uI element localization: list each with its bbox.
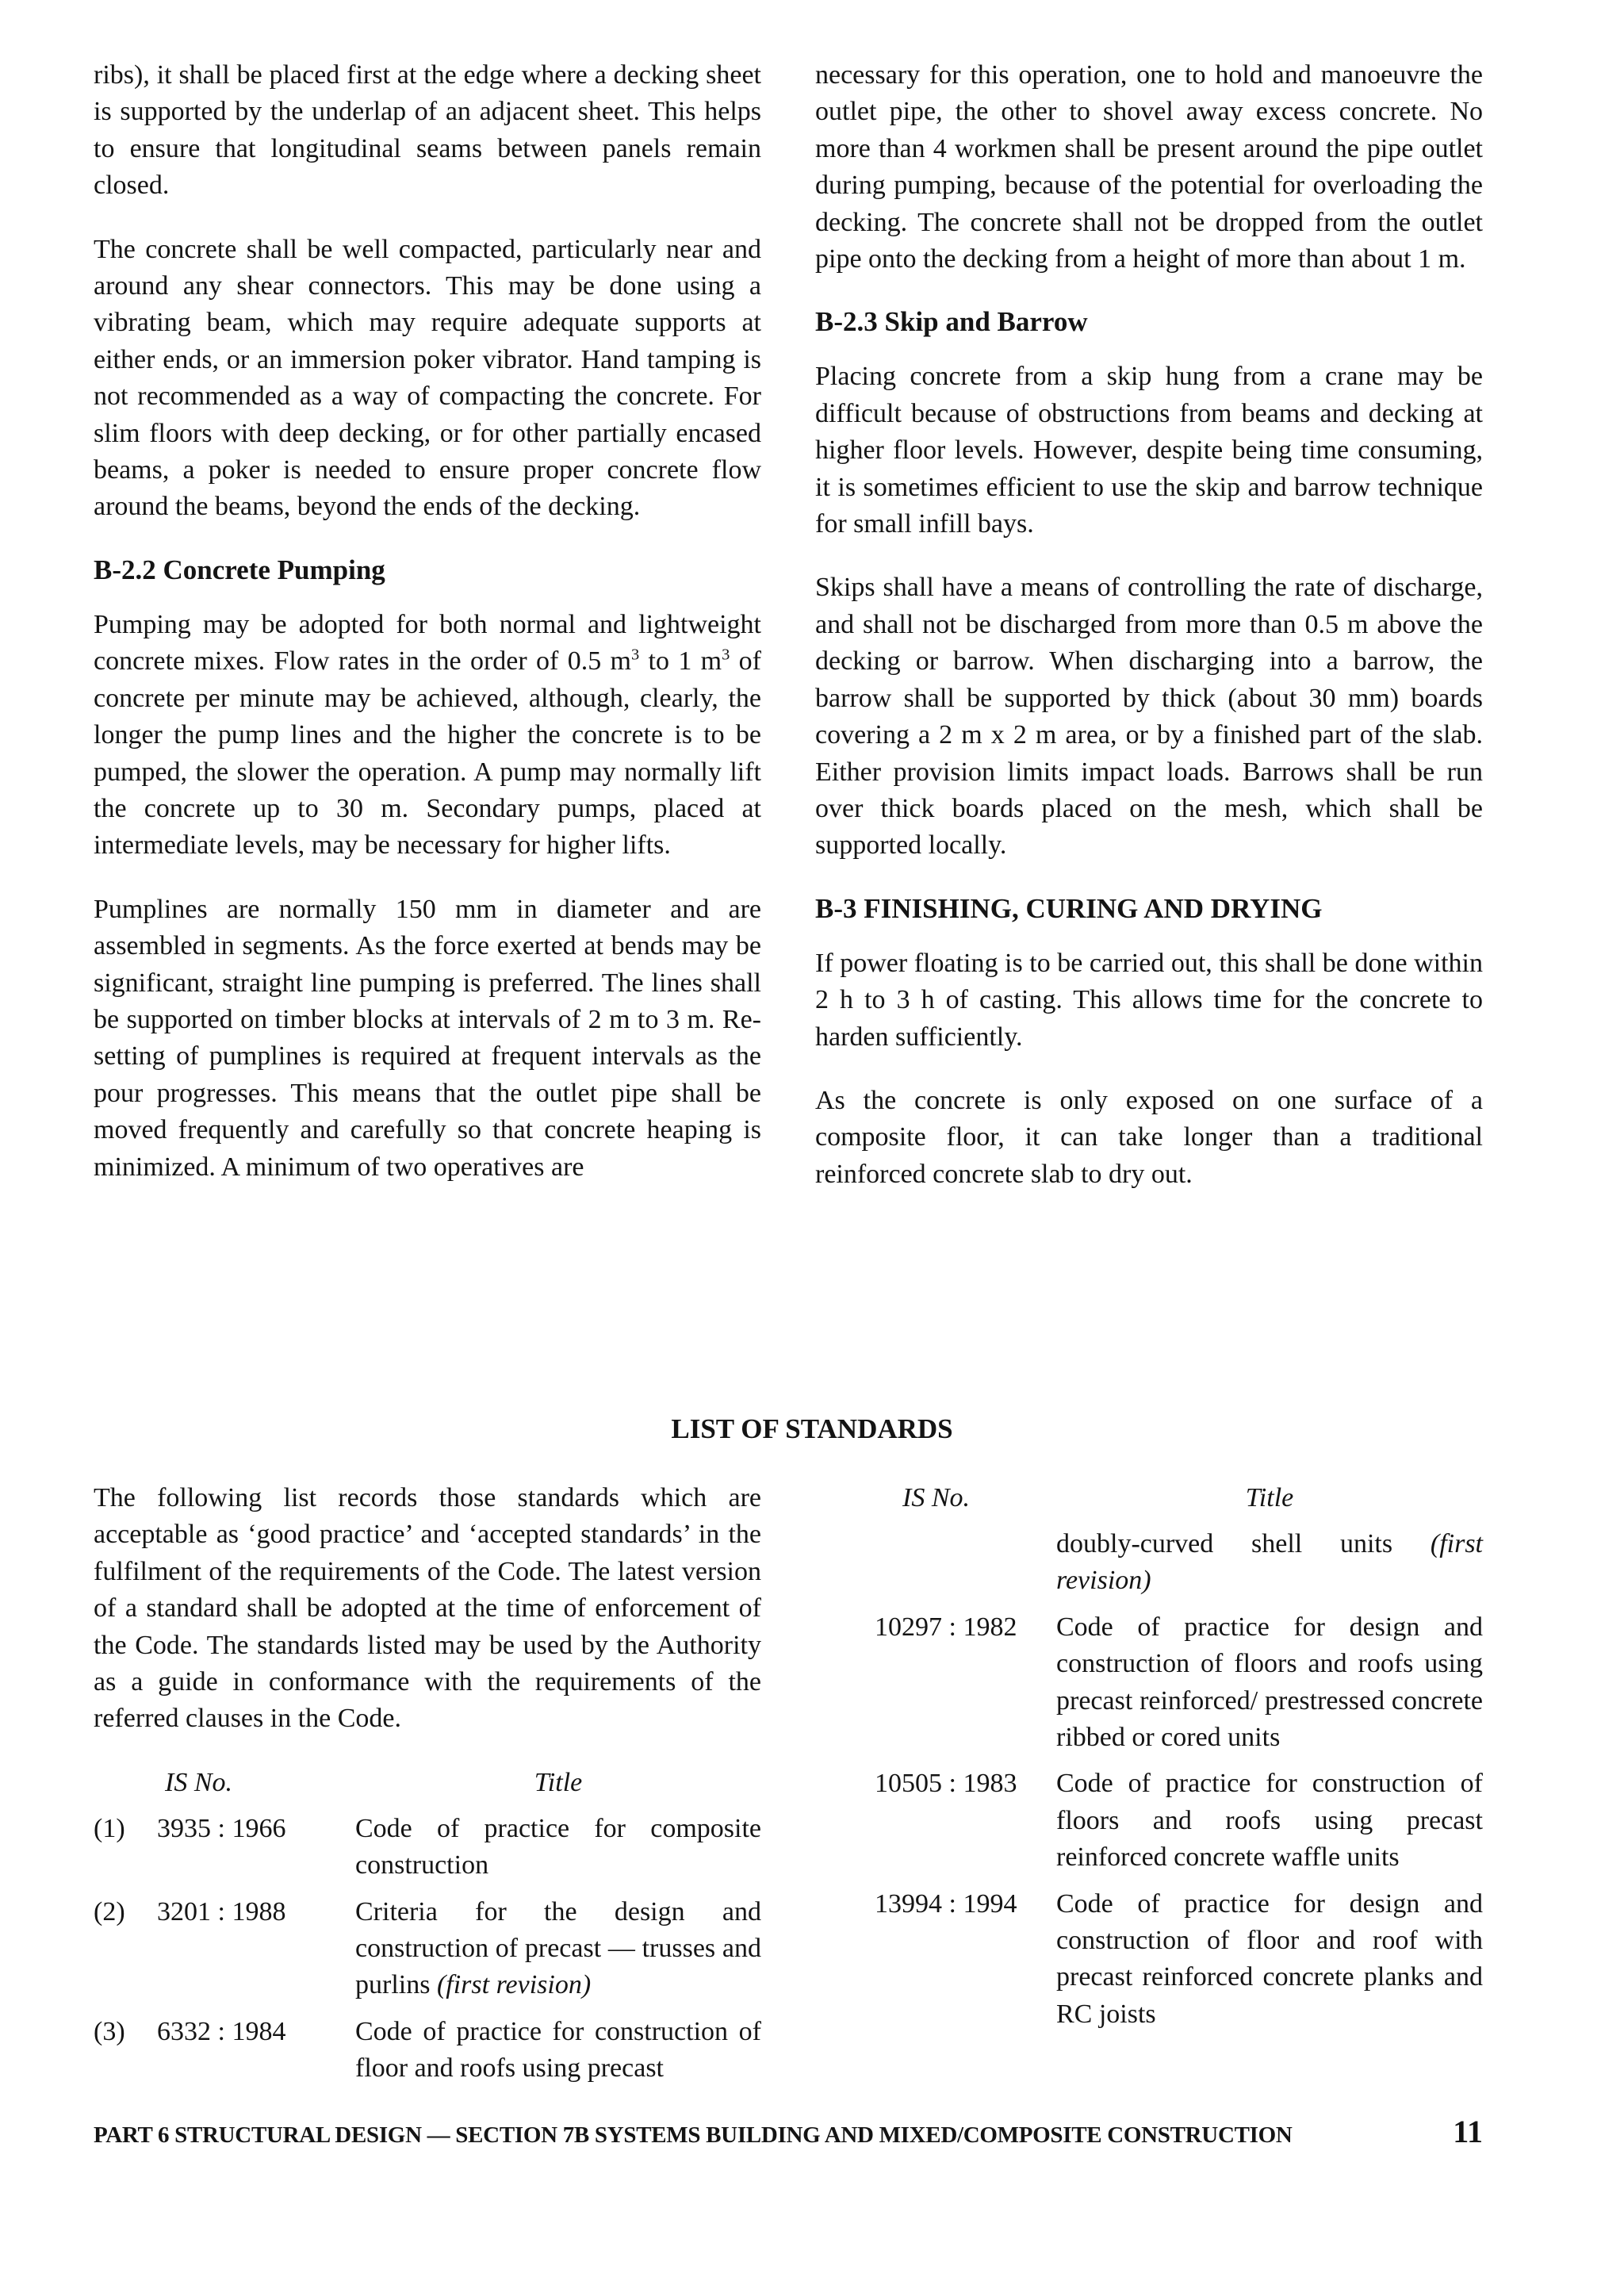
row-number: (3) bbox=[94, 2016, 125, 2046]
table-row bbox=[94, 2014, 761, 2088]
paragraph: The concrete shall be well compacted, particularly near and around any shear connectors. This may be done using a vibrating beam, which may require adequate supports at either ends, or an immersion poker vibrator. Hand tamping is not recommended as a way of compacting the concrete. For slim floors with deep decking, or for other partially encased beams, a poker is needed to ensure proper concrete flow around the beams, beyond the ends of the decking. bbox=[94, 234, 761, 522]
column-header-title: Title bbox=[1245, 1483, 1294, 1512]
paragraph: Pumplines are normally 150 mm in diameter and are assembled in segments. As the force exerted at bends may be significant, straight line pumping is preferred. The lines shall be supported on timber blocks at intervals of 2 m to 3 m. Re-setting of pumplines is required at frequent intervals as the pour progresses. This means that the outlet pipe shall be moved frequently and carefully so that concrete heaping is minimized. A minimum of two operatives are bbox=[94, 894, 761, 1182]
title-text: Code of practice for construction of floors and roofs using precast reinforced concrete waffle units bbox=[1056, 1769, 1483, 1873]
is-number: 10297 : 1982 bbox=[875, 1612, 1017, 1642]
title-text: doubly-curved shell units bbox=[1056, 1529, 1431, 1558]
paragraph: necessary for this operation, one to hold and manoeuvre the outlet pipe, the other to shovel away excess concrete. No more than 4 workmen shall be present around the pipe outlet during pumping, because of the potential for overloading the decking. The concrete shall not be dropped from the outlet pipe onto the decking from a height of more than about 1 m. bbox=[815, 60, 1483, 274]
row-number: (2) bbox=[94, 1896, 125, 1927]
paragraph: ribs), it shall be placed first at the edge where a decking sheet is supported by the underlap of an adjacent sheet. This helps to ensure that longitudinal seams between panels remain closed. bbox=[94, 60, 761, 201]
is-number bbox=[815, 1526, 1056, 1600]
standard-title bbox=[355, 1811, 761, 1884]
column-header-is-no: IS No. bbox=[165, 1767, 232, 1797]
section-heading: B-2.2 Concrete Pumping bbox=[94, 554, 385, 585]
standard-title bbox=[1056, 1886, 1483, 2034]
list-of-standards-title: LIST OF STANDARDS bbox=[671, 1413, 953, 1444]
section-heading: B-2.3 Skip and Barrow bbox=[815, 306, 1088, 338]
standards-table-header bbox=[815, 1480, 1483, 1516]
standards-intro: The following list records those standards which are acceptable as ‘good practice’ and ‘accepted standards’ in the fulfilment of the requirements of the Code. The latest version of a standard shall be adopted at the time of enforcement of the Code. The standards listed may be used by the Authority as a guide in conformance with the requirements of the referred clauses in the Code. bbox=[94, 1483, 761, 1734]
standard-title bbox=[1056, 1766, 1483, 1876]
paragraph: Skips shall have a means of controlling the rate of discharge, and shall not be discharged from more than 0.5 m above the decking or barrow. When discharging into a barrow, the barrow shall be supported by thick (about 30 mm) boards covering a 2 m x 2 m area, or by a finished part of the slab. Either provision limits impact loads. Barrows shall be run over thick boards placed on the mesh, which shall be supported locally. bbox=[815, 573, 1483, 861]
text: to 1 m bbox=[639, 646, 722, 677]
standard-title bbox=[355, 2014, 761, 2088]
text: of concrete per minute may be achieved, although, clearly, the longer the pump lines and the higher the concrete is to be pumped, the slower the operation. A pump may normally lift the concrete up to 30 m. Secondary pumps, placed at intermediate levels, may be necessary for higher lifts. bbox=[94, 646, 761, 861]
section-heading: B-3 FINISHING, CURING AND DRYING bbox=[815, 892, 1323, 924]
superscript: 3 bbox=[631, 646, 640, 664]
row-number: (1) bbox=[94, 1813, 125, 1843]
paragraph: Placing concrete from a skip hung from a crane may be difficult because of obstructions from beams and decking at higher floor levels. However, despite being time consuming, it is sometimes efficient to use the skip and barrow technique for small infill bays. bbox=[815, 362, 1483, 539]
table-row bbox=[94, 1811, 761, 1884]
title-text: Code of practice for design and construction of floor and roof with precast reinforced concrete planks and RC joists bbox=[1056, 1888, 1483, 2029]
table-row bbox=[815, 1526, 1483, 1600]
paragraph: If power floating is to be carried out, this shall be done within 2 h to 3 h of casting. This allows time for the concrete to harden sufficiently. bbox=[815, 948, 1483, 1052]
paragraph: As the concrete is only exposed on one surface of a composite floor, it can take longer than a traditional reinforced concrete slab to dry out. bbox=[815, 1085, 1483, 1189]
page-footer: PART 6 STRUCTURAL DESIGN — SECTION 7B SYSTEMS BUILDING AND MIXED/COMPOSITE CONSTRUCTION bbox=[94, 2122, 1293, 2148]
standard-title bbox=[1056, 1609, 1483, 1757]
table-row bbox=[815, 1609, 1483, 1757]
title-text: Code of practice for design and construction of floors and roofs using precast reinforced/ prestressed concrete ribbed or cored units bbox=[1056, 1612, 1483, 1753]
table-row bbox=[815, 1886, 1483, 2034]
standards-table-header bbox=[94, 1765, 761, 1801]
title-text: Code of practice for composite construction bbox=[355, 1813, 761, 1881]
superscript: 3 bbox=[722, 646, 730, 664]
table-row bbox=[815, 1766, 1483, 1876]
column-header-title: Title bbox=[534, 1767, 583, 1797]
is-number: 3201 : 1988 bbox=[157, 1896, 286, 1927]
is-number: 6332 : 1984 bbox=[157, 2016, 286, 2046]
paragraph bbox=[94, 607, 761, 865]
is-number: 10505 : 1983 bbox=[875, 1769, 1017, 1799]
revision-note: (first revision) bbox=[436, 1970, 592, 2000]
text: Pumping may be adopted for both normal and lightweight concrete mixes. Flow rates in the order of 0.5 m bbox=[94, 609, 761, 677]
page-number: 11 bbox=[1453, 2114, 1483, 2149]
title-text: Code of practice for construction of floor and roofs using precast bbox=[355, 2016, 761, 2084]
column-header-is-no: IS No. bbox=[902, 1483, 970, 1512]
title-text: Criteria for the design and construction of precast — trusses and purlins bbox=[355, 1896, 761, 2000]
standard-title bbox=[1056, 1526, 1483, 1600]
standards-right-column bbox=[815, 1480, 1483, 2042]
is-number: 13994 : 1994 bbox=[875, 1888, 1017, 1919]
right-column bbox=[815, 57, 1483, 1220]
standard-title bbox=[355, 1894, 761, 2004]
table-row bbox=[94, 1894, 761, 2004]
standards-left-column bbox=[94, 1480, 761, 2097]
is-number: 3935 : 1966 bbox=[157, 1813, 286, 1843]
revision-note: (first revision) bbox=[1056, 1529, 1483, 1596]
left-column bbox=[94, 57, 761, 1213]
